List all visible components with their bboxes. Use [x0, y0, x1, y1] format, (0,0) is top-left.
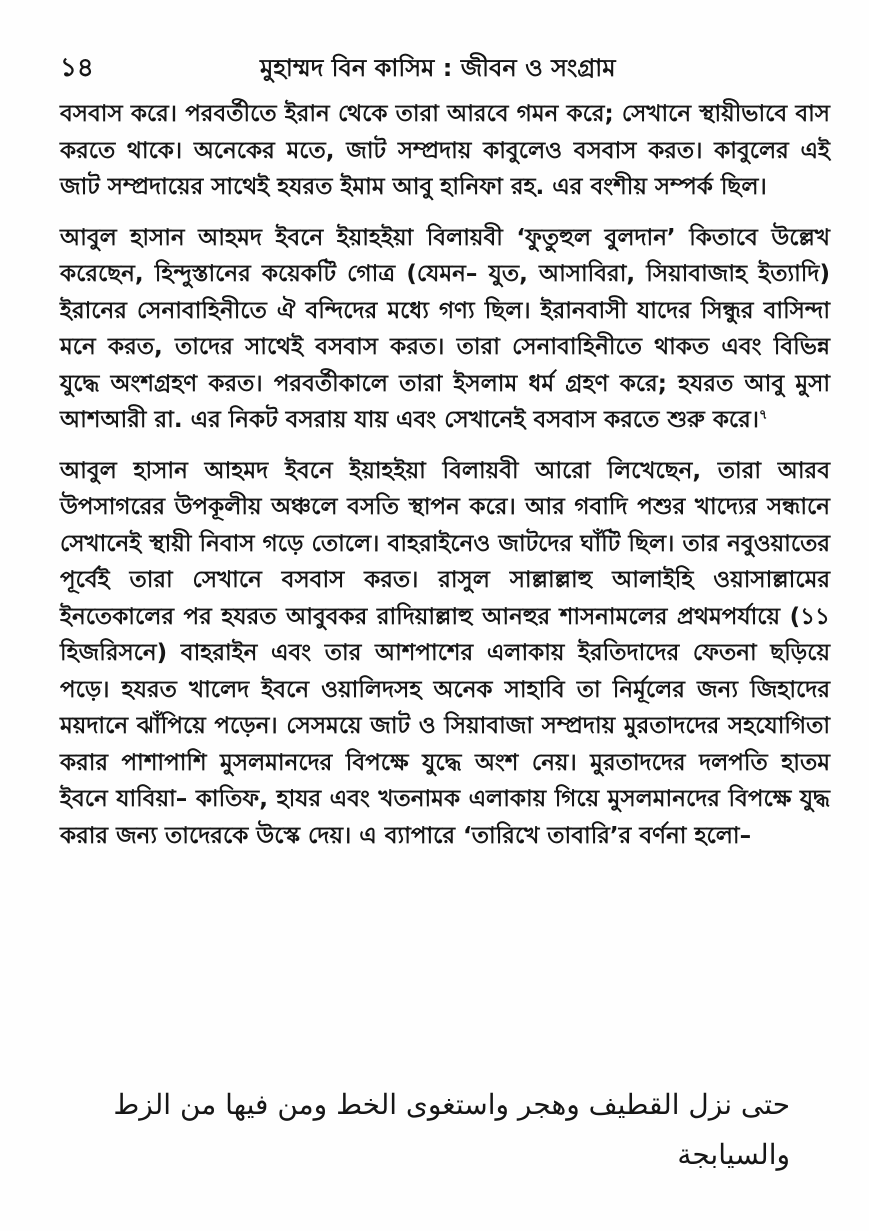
body-text — [60, 96, 830, 868]
arabic-quote-line-1: حتى نزل القطيف وهجر واستغوى الخط ومن فيها من الزط — [113, 1088, 790, 1121]
running-title: মুহাম্মদ বিন কাসিম : জীবন ও সংগ্রাম — [260, 54, 616, 82]
paragraph-2 — [60, 220, 830, 439]
paragraph-2-text: আবুল হাসান আহমদ ইবনে ইয়াহইয়া বিলায়বী ‘ফুতুহুল বুলদান’ কিতাবে উল্লেখ করেছেন, হিন্দুস্তানের কয়েকটি গোত্র (যেমন– যুত, আসাবিরা, সিয়াবাজাহ ইত্যাদি) ইরানের সেনাবাহিনীতে ঐ বন্দিদের মধ্যে গণ্য ছিল। ইরানবাসী যাদের সিন্ধুর বাসিন্দা মনে করত, তাদের সাথেই বসবাস করত। তারা সেনাবাহিনীতে থাকত এবং বিভিন্ন যুদ্ধে অংশগ্রহণ করত। পরবর্তীকালে তারা ইসলাম ধর্ম গ্রহণ করে; হযরত আবু মুসা আশআরী রা. এর নিকট বসরায় যায় এবং সেখানেই বসবাস করতে শুরু করে। — [60, 224, 830, 433]
arabic-quote — [100, 1080, 790, 1180]
footnote-marker: ৭ — [759, 407, 768, 423]
paragraph-1-text: বসবাস করে। পরবর্তীতে ইরান থেকে তারা আরবে গমন করে; সেখানে স্থায়ীভাবে বাস করতে থাকে। অনেকের মতে, জাট সম্প্রদায় কাবুলেও বসবাস করত। কাবুলের এই জাট সম্প্রদায়ের সাথেই হযরত ইমাম আবু হানিফা রহ. এর বংশীয় সম্পর্ক ছিল। — [60, 101, 830, 200]
paragraph-3 — [60, 453, 830, 855]
page-number: ১৪ — [60, 53, 94, 83]
paragraph-3-text: আবুল হাসান আহমদ ইবনে ইয়াহইয়া বিলায়বী আরো লিখেছেন, তারা আরব উপসাগরের উপকূলীয় অঞ্চলে বসতি স্থাপন করে। আর গবাদি পশুর খাদ্যের সন্ধানে সেখানেই স্থায়ী নিবাস গড়ে তোলে। বাহরাইনেও জাটদের ঘাঁটি ছিল। তার নবুওয়াতের পূর্বেই তারা সেখানে বসবাস করত। রাসুল সাল্লাল্লাহু আলাইহি ওয়াসাল্লামের ইনতেকালের পর হযরত আবুবকর রাদিয়াল্লাহু আনহুর শাসনামলের প্রথমপর্যায়ে (১১ হিজরিসনে) বাহরাইন এবং তার আশপাশের এলাকায় ইরতিদাদের ফেতনা ছড়িয়ে পড়ে। হযরত খালেদ ইবনে ওয়ালিদসহ অনেক সাহাবি তা নির্মূলের জন্য জিহাদের ময়দানে ঝাঁপিয়ে পড়েন। সেসময়ে জাট ও সিয়াবাজা সম্প্রদায় মুরতাদদের সহযোগিতা করার পাশাপাশি মুসলমানদের বিপক্ষে যুদ্ধে অংশ নেয়। মুরতাদদের দলপতি হাতম ইবনে যাবিয়া– কাতিফ, হাযর এবং খতনামক এলাকায় গিয়ে মুসলমানদের বিপক্ষে যুদ্ধ করার জন্য তাদেরকে উস্কে দেয়। এ ব্যাপারে ‘তারিখে তাবারি’র বর্ণনা হলো– — [60, 457, 830, 849]
paragraph-1 — [60, 96, 830, 206]
arabic-quote-line-2: والسيابجة — [677, 1138, 790, 1171]
page-header — [60, 50, 830, 90]
